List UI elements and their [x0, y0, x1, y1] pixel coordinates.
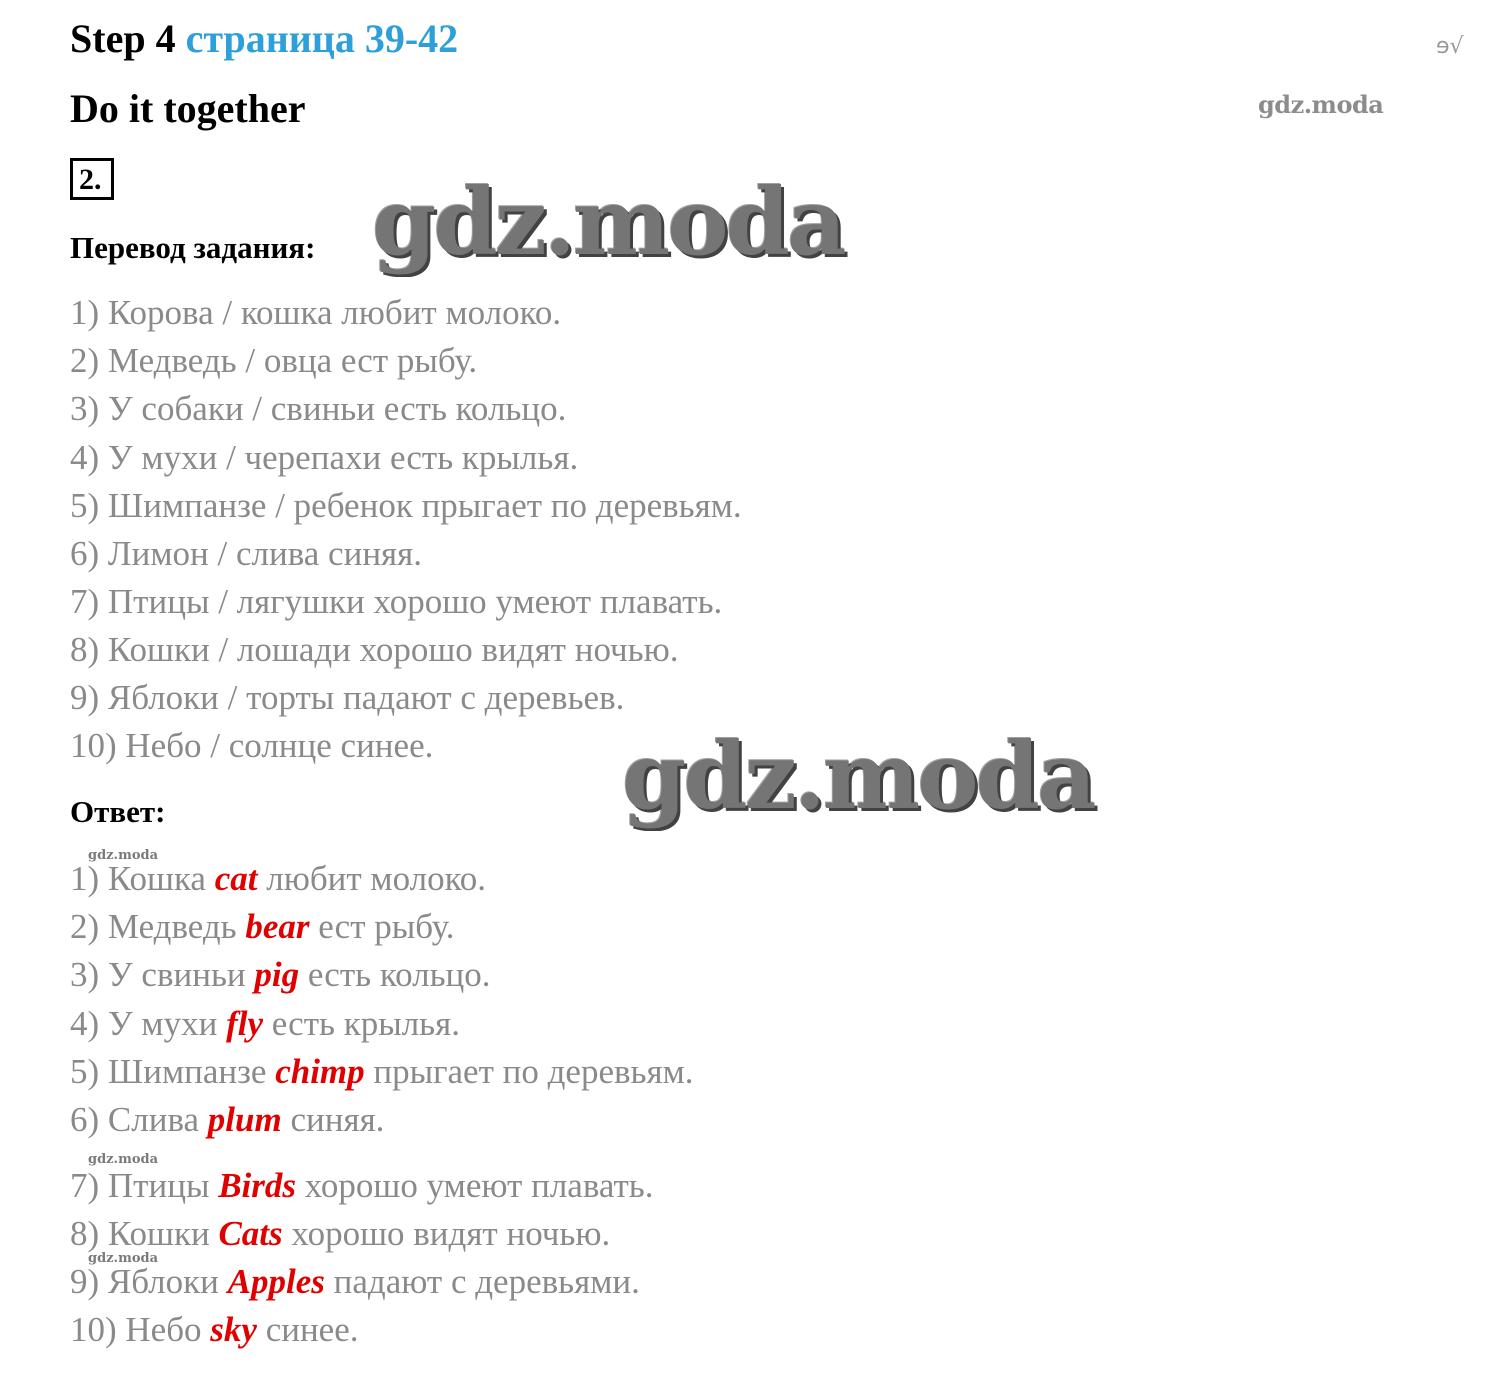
answer-text-after: хорошо умеют плавать. [296, 1166, 654, 1205]
watermark-tiny: gdz.moda [88, 848, 159, 863]
answer-text-after: прыгает по деревьям. [364, 1052, 694, 1091]
answer-text-before: 3) У свиньи [70, 955, 255, 994]
translation-item: 7) Птицы / лягушки хорошо умеют плавать. [70, 582, 723, 621]
section-title: Do it together [70, 86, 306, 131]
translation-item: 2) Медведь / овца ест рыбу. [70, 341, 478, 380]
watermark-large: gdz.moda [372, 168, 844, 276]
page-header [70, 14, 458, 64]
answer-heading: Ответ: [70, 794, 166, 829]
page-range-label: страница 39-42 [185, 16, 459, 61]
answer-word: fly [226, 1004, 263, 1043]
answer-text-before: 2) Медведь [70, 907, 246, 946]
translation-item: 6) Лимон / слива синяя. [70, 534, 422, 573]
answer-word: bear [245, 907, 310, 946]
answer-word: plum [207, 1100, 282, 1139]
answer-word: Birds [218, 1166, 297, 1205]
answer-word: sky [210, 1310, 257, 1349]
answer-word: cat [214, 859, 258, 898]
answer-text-after: падают с деревьями. [324, 1262, 640, 1301]
watermark-tiny: gdz.moda [88, 1152, 159, 1167]
answer-item [70, 1051, 693, 1093]
translation-item: 10) Небо / солнце синее. [70, 726, 434, 765]
answer-text-before: 8) Кошки [70, 1214, 219, 1253]
answer-text-after: есть кольцо. [299, 955, 491, 994]
translation-item: 3) У собаки / свиньи есть кольцо. [70, 389, 567, 428]
answer-item [70, 1003, 460, 1045]
watermark-tiny: gdz.moda [88, 1251, 159, 1266]
translation-heading: Перевод задания: [70, 230, 316, 265]
answer-text-before: 5) Шимпанзе [70, 1052, 276, 1091]
answer-word: Cats [218, 1214, 283, 1253]
answer-text-before: 7) Птицы [70, 1166, 219, 1205]
watermark-large: gdz.moda [622, 722, 1094, 830]
answer-item [70, 1099, 384, 1141]
step-label: Step 4 [70, 16, 176, 61]
answer-text-after: хорошо видят ночью. [282, 1214, 611, 1253]
answer-word: pig [254, 955, 300, 994]
answer-word: Apples [227, 1262, 325, 1301]
answer-text-after: есть крылья. [263, 1004, 460, 1043]
answer-text-after: синее. [256, 1310, 359, 1349]
answer-text-before: 10) Небо [70, 1310, 211, 1349]
answer-word: chimp [275, 1052, 365, 1091]
translation-item: 4) У мухи / черепахи есть крылья. [70, 438, 579, 477]
answer-text-before: 6) Слива [70, 1100, 208, 1139]
answer-item [70, 906, 455, 948]
translation-item: 9) Яблоки / торты падают с деревьев. [70, 678, 625, 717]
watermark-small: gdz.moda [1258, 90, 1384, 119]
answer-item [70, 1213, 610, 1255]
answer-item [70, 858, 486, 900]
answer-item [70, 1165, 654, 1207]
task-number-box: 2. [70, 158, 114, 200]
translation-item: 8) Кошки / лошади хорошо видят ночью. [70, 630, 679, 669]
corner-page-mark: ɘ√ [1436, 34, 1464, 59]
answer-text-before: 4) У мухи [70, 1004, 227, 1043]
answer-text-after: любит молоко. [257, 859, 487, 898]
translation-item: 5) Шимпанзе / ребенок прыгает по деревьям. [70, 486, 742, 525]
answer-text-after: ест рыбу. [309, 907, 455, 946]
translation-item: 1) Корова / кошка любит молоко. [70, 293, 562, 332]
answer-text-before: 1) Кошка [70, 859, 215, 898]
answer-text-before: 9) Яблоки [70, 1262, 228, 1301]
answer-item [70, 1309, 359, 1351]
answer-item [70, 1261, 640, 1303]
answer-item [70, 954, 491, 996]
answer-text-after: синяя. [281, 1100, 385, 1139]
